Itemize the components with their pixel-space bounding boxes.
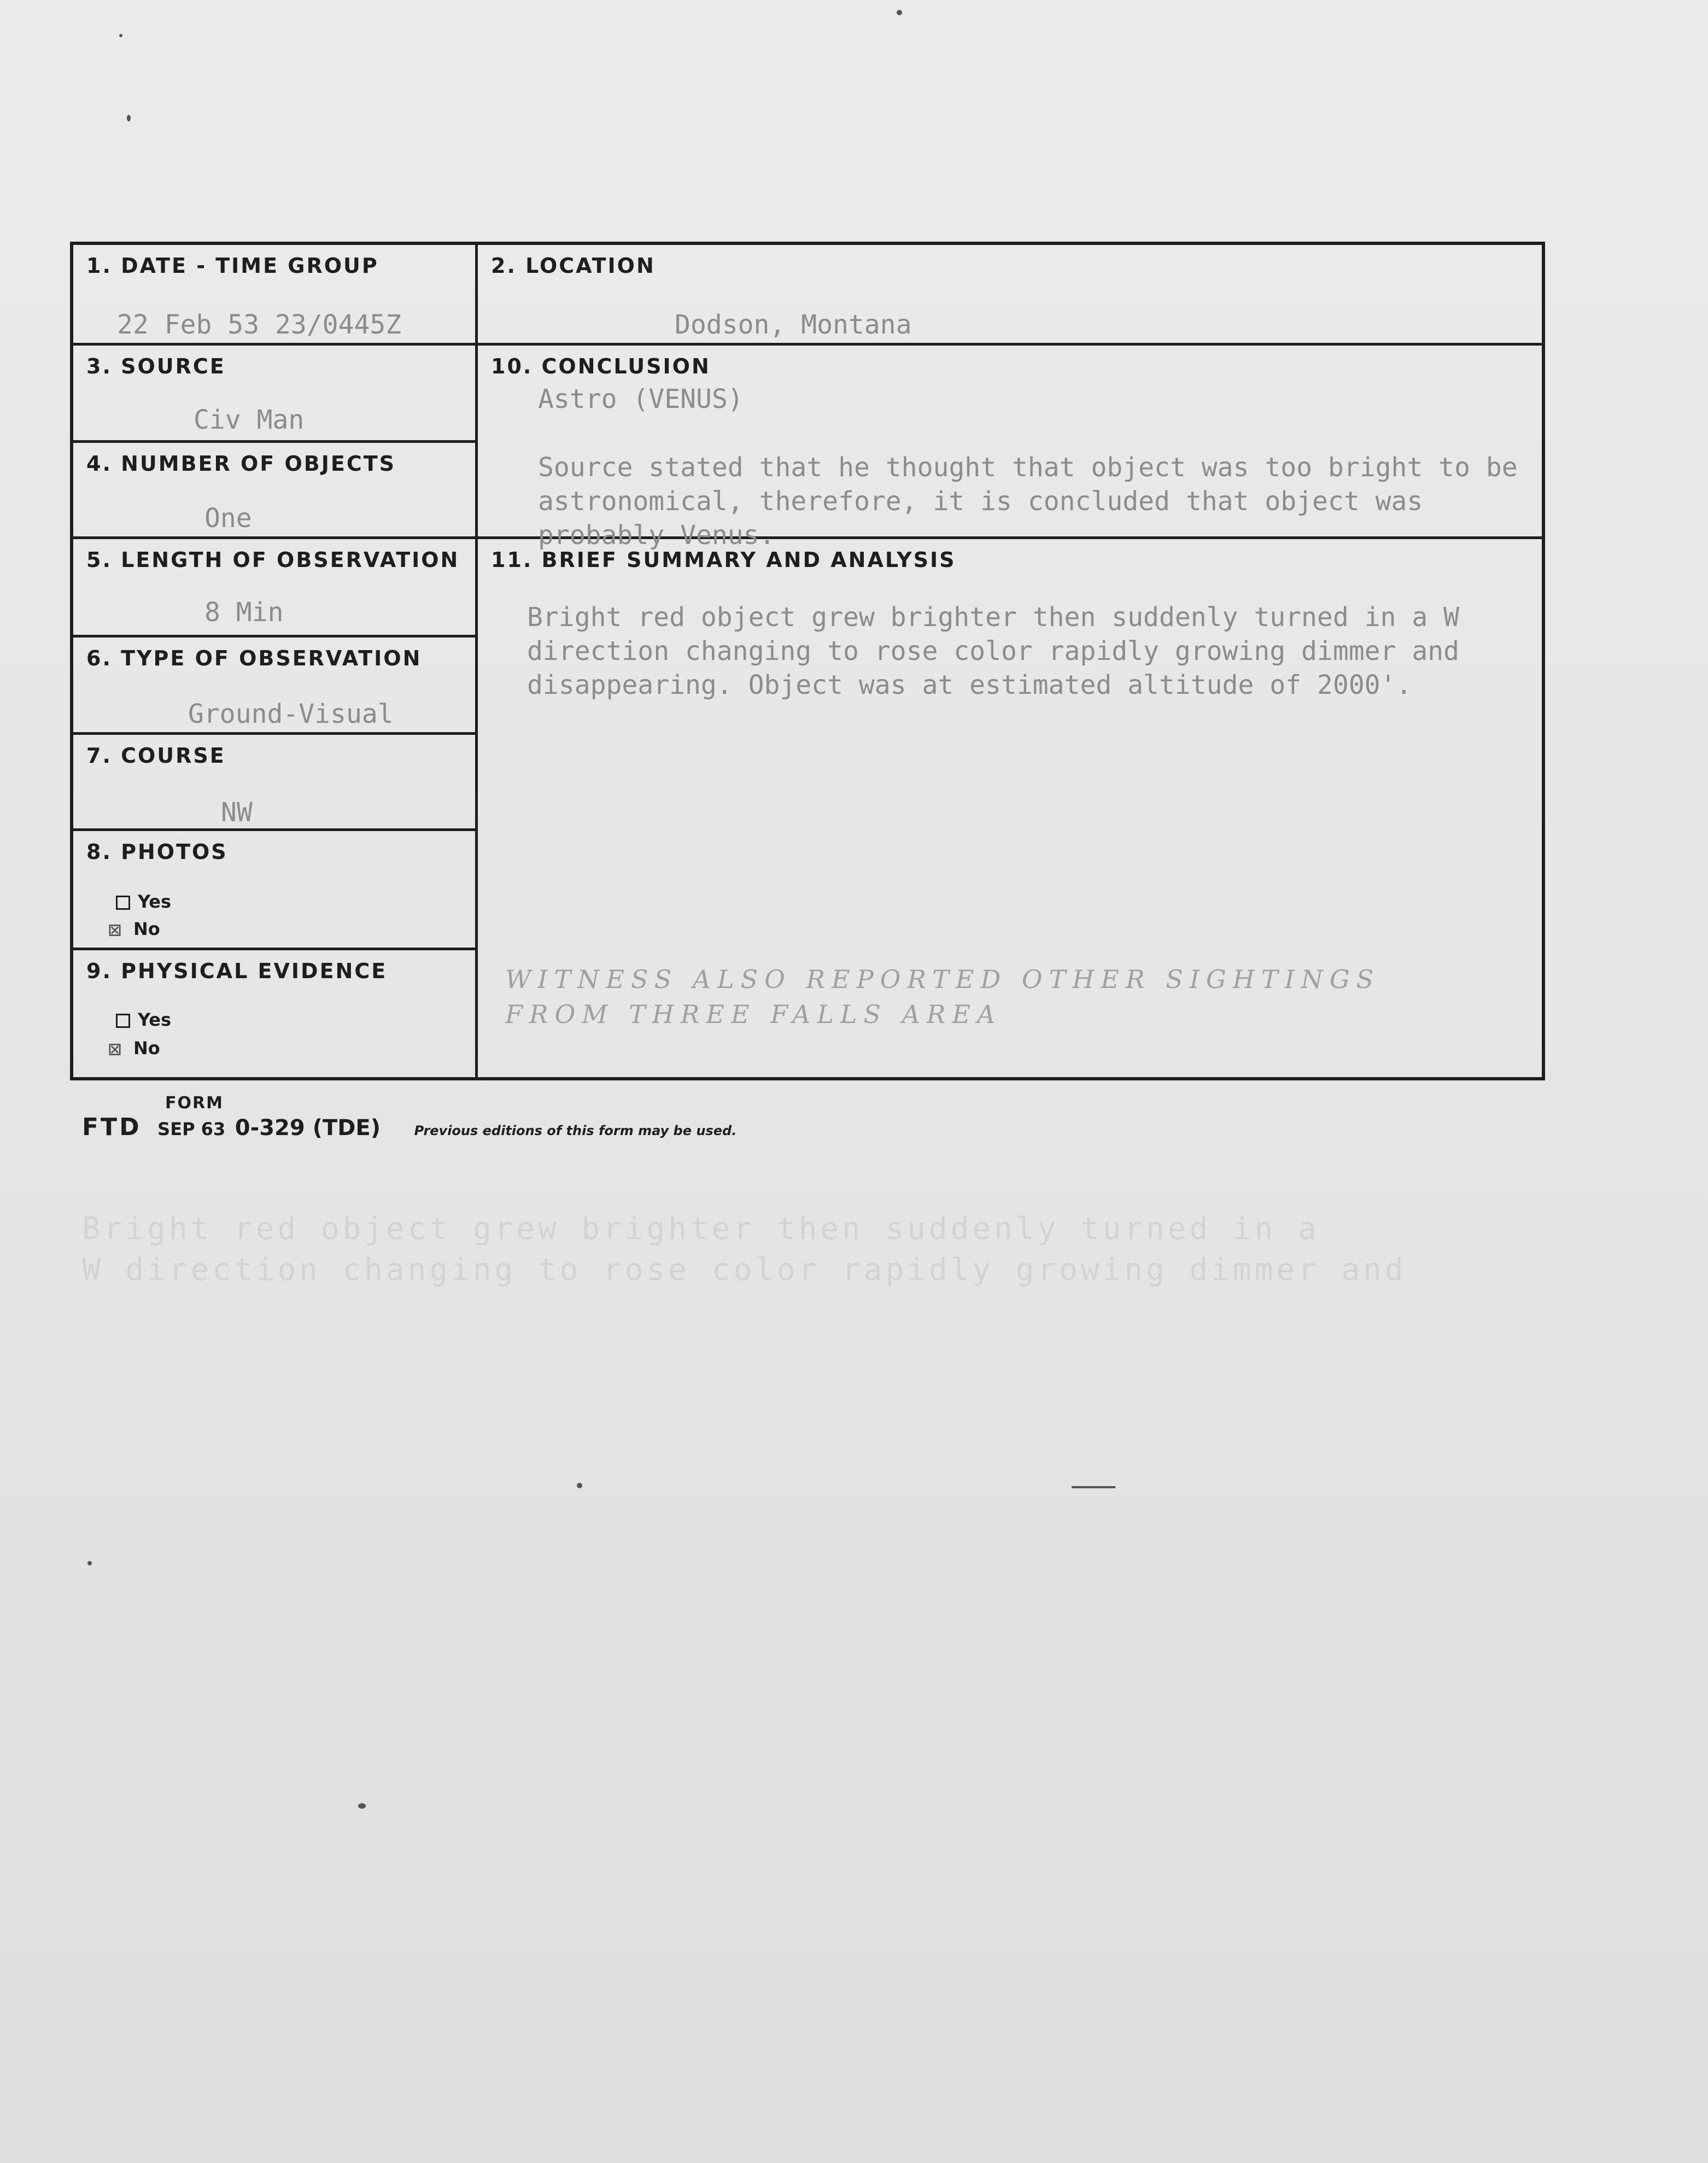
summary-label: 11. BRIEF SUMMARY AND ANALYSIS bbox=[491, 548, 956, 572]
checkbox-empty-icon bbox=[116, 1014, 130, 1028]
num-objects-label: 4. NUMBER OF OBJECTS bbox=[86, 452, 396, 476]
footer-note: Previous editions of this form may be used. bbox=[414, 1123, 737, 1138]
footer-form-word: FORM bbox=[165, 1094, 224, 1113]
course-label: 7. COURSE bbox=[86, 744, 226, 768]
footer-date: SEP 63 bbox=[157, 1119, 226, 1139]
photos-cell bbox=[73, 831, 478, 950]
date-time-cell bbox=[73, 245, 478, 346]
location-value: Dodson, Montana bbox=[675, 309, 912, 340]
num-objects-cell bbox=[73, 443, 478, 539]
evidence-cell bbox=[73, 950, 478, 1077]
evidence-yes-option[interactable] bbox=[116, 1009, 171, 1030]
footer-code: FTD bbox=[82, 1113, 142, 1141]
conclusion-label: 10. CONCLUSION bbox=[491, 354, 711, 378]
conclusion-cell bbox=[478, 346, 1545, 551]
conclusion-text: Source stated that he thought that object was too bright to be astronomical, therefore, it is concluded that object was probably Venus. bbox=[538, 452, 1518, 551]
scan-dash bbox=[1072, 1486, 1115, 1488]
location-cell bbox=[478, 245, 1545, 346]
footer-number: 0-329 (TDE) bbox=[235, 1115, 381, 1141]
bleed-through-line-1: Bright red object grew brighter then suddenly turned in a bbox=[82, 1211, 1320, 1247]
evidence-no-label: No bbox=[133, 1038, 160, 1059]
checkbox-checked-icon: ⊠ bbox=[108, 917, 122, 943]
type-cell bbox=[73, 638, 478, 735]
type-value: Ground-Visual bbox=[188, 699, 394, 729]
course-value: NW bbox=[221, 797, 253, 828]
source-value: Civ Man bbox=[194, 405, 305, 435]
scan-speck bbox=[897, 10, 902, 15]
date-time-label: 1. DATE - TIME GROUP bbox=[86, 254, 379, 278]
checkbox-empty-icon bbox=[116, 896, 130, 910]
photos-no-option[interactable] bbox=[108, 917, 160, 943]
length-cell bbox=[73, 539, 478, 638]
length-value: 8 Min bbox=[204, 597, 284, 628]
evidence-yes-label: Yes bbox=[138, 1009, 171, 1030]
course-cell bbox=[73, 735, 478, 831]
length-label: 5. LENGTH OF OBSERVATION bbox=[86, 548, 460, 572]
scan-speck bbox=[577, 1483, 582, 1488]
project-card-form bbox=[70, 242, 1545, 1080]
photos-yes-label: Yes bbox=[138, 891, 171, 912]
scan-speck bbox=[358, 1803, 366, 1809]
location-label: 2. LOCATION bbox=[491, 254, 656, 278]
bleed-through-line-2: W direction changing to rose color rapidly growing dimmer and bbox=[82, 1252, 1407, 1288]
handwritten-note-line-1: WITNESS ALSO REPORTED OTHER SIGHTINGS bbox=[505, 964, 1381, 994]
photos-no-label: No bbox=[133, 919, 160, 939]
scan-speck bbox=[119, 34, 122, 37]
source-label: 3. SOURCE bbox=[86, 354, 226, 378]
scan-speck bbox=[87, 1561, 92, 1565]
source-cell bbox=[73, 346, 478, 443]
type-label: 6. TYPE OF OBSERVATION bbox=[86, 646, 422, 670]
scan-speck bbox=[127, 115, 131, 121]
date-time-value: 22 Feb 53 23/0445Z bbox=[117, 309, 402, 340]
num-objects-value: One bbox=[204, 503, 252, 534]
handwritten-note-line-2: FROM THREE FALLS AREA bbox=[505, 999, 1002, 1029]
photos-yes-option[interactable] bbox=[116, 891, 171, 912]
footer-form-id bbox=[82, 1113, 736, 1141]
summary-cell bbox=[478, 539, 1545, 1077]
photos-label: 8. PHOTOS bbox=[86, 840, 228, 864]
summary-text: Bright red object grew brighter then suddenly turned in a W direction changing to rose color rapidly growing dimmer and disappearing. Object was at estimated altitude of 2000'. bbox=[527, 602, 1460, 700]
evidence-no-option[interactable] bbox=[108, 1037, 160, 1062]
checkbox-checked-icon: ⊠ bbox=[108, 1037, 122, 1062]
evidence-label: 9. PHYSICAL EVIDENCE bbox=[86, 959, 388, 983]
conclusion-value: Astro (VENUS) bbox=[538, 384, 744, 414]
